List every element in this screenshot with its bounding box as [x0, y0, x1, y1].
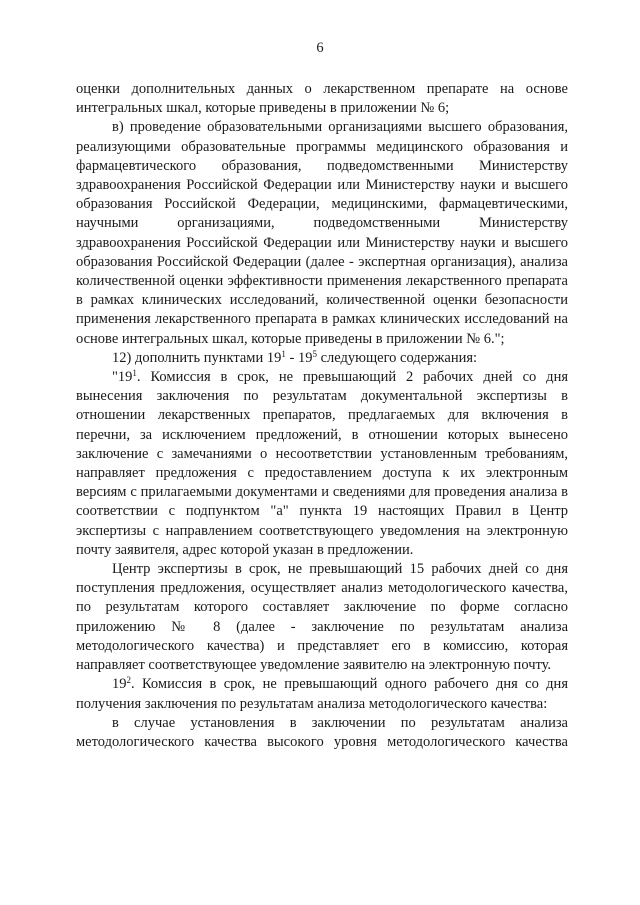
paragraph-text: оценки дополнительных данных о лекарственном препарате на основе интегральных шкал, которые приведены в приложении № 6; — [76, 81, 568, 117]
paragraph-5 — [76, 560, 568, 675]
paragraph-text: 12) дополнить пунктами 19 — [112, 349, 282, 366]
document-body — [76, 80, 568, 752]
superscript: 2 — [126, 675, 131, 686]
paragraph-text: . Комиссия в срок, не превышающий 2 рабочих дней со дня вынесения заключения по результатам документальной экспертизы в отношении лекарственных препаратов, предлагаемых для включения в перечни, за исключением предложений, в отношении которых вынесено заключение с замечаниями о несоответствии установленным требованиям, направляет предложения с предоставлением доступа к их электронным версиям с прилагаемыми документами и сведениями для проведения анализа в соответствии с подпунктом "а" пункта 19 настоящих Правил в Центр экспертизы с направлением соответствующего уведомления на электронную почту заявителя, адрес которой указан в предложении. — [76, 369, 568, 558]
paragraph-text: 19 — [112, 676, 127, 693]
paragraph-6 — [76, 675, 568, 713]
paragraph-2 — [76, 118, 568, 348]
paragraph-text: в случае установления в заключении по результатам анализа методологического качества высокого уровня методологического качества — [76, 714, 568, 750]
superscript: 5 — [312, 348, 317, 359]
paragraph-text: . Комиссия в срок, не превышающий одного рабочего дня со дня получения заключения по результатам анализа методологического качества: — [76, 676, 568, 712]
superscript: 1 — [281, 348, 286, 359]
paragraph-text: в) проведение образовательными организациями высшего образования, реализующими образовательные программы медицинского образования и фармацевтического образования, подведомственными Министерству здравоохранения Российской Федерации или Министерству науки и высшего образования Российской Федерации, медицинскими, фармацевтическими, научными организациями, подведомственными Министерству здравоохранения Российской Федерации или Министерству науки и высшего образования Российской Федерации (далее - экспертная организация), анализа количественной оценки эффективности применения лекарственного препарата в рамках клинических исследований, количественной оценки безопасности применения лекарственного препарата в рамках клинических исследований на основе интегральных шкал, которые приведены в приложении № 6."; — [76, 119, 568, 347]
paragraph-3 — [76, 349, 568, 368]
paragraph-text: - 19 — [285, 349, 313, 366]
paragraph-1 — [76, 80, 568, 118]
paragraph-4 — [76, 368, 568, 560]
paragraph-text: "19 — [112, 369, 133, 386]
page-number: 6 — [316, 40, 324, 56]
superscript: 1 — [132, 368, 137, 379]
paragraph-7 — [76, 714, 568, 752]
paragraph-text: следующего содержания: — [316, 349, 478, 366]
paragraph-text: Центр экспертизы в срок, не превышающий 15 рабочих дней со дня поступления предложения, осуществляет анализ методологического качества, по результатам которого составляет заключение по форме согласно приложению № 8 (далее - заключение по результатам анализа методологического качества) и представляет его в комиссию, которая направляет соответствующее уведомление заявителю на электронную почту. — [76, 561, 568, 674]
